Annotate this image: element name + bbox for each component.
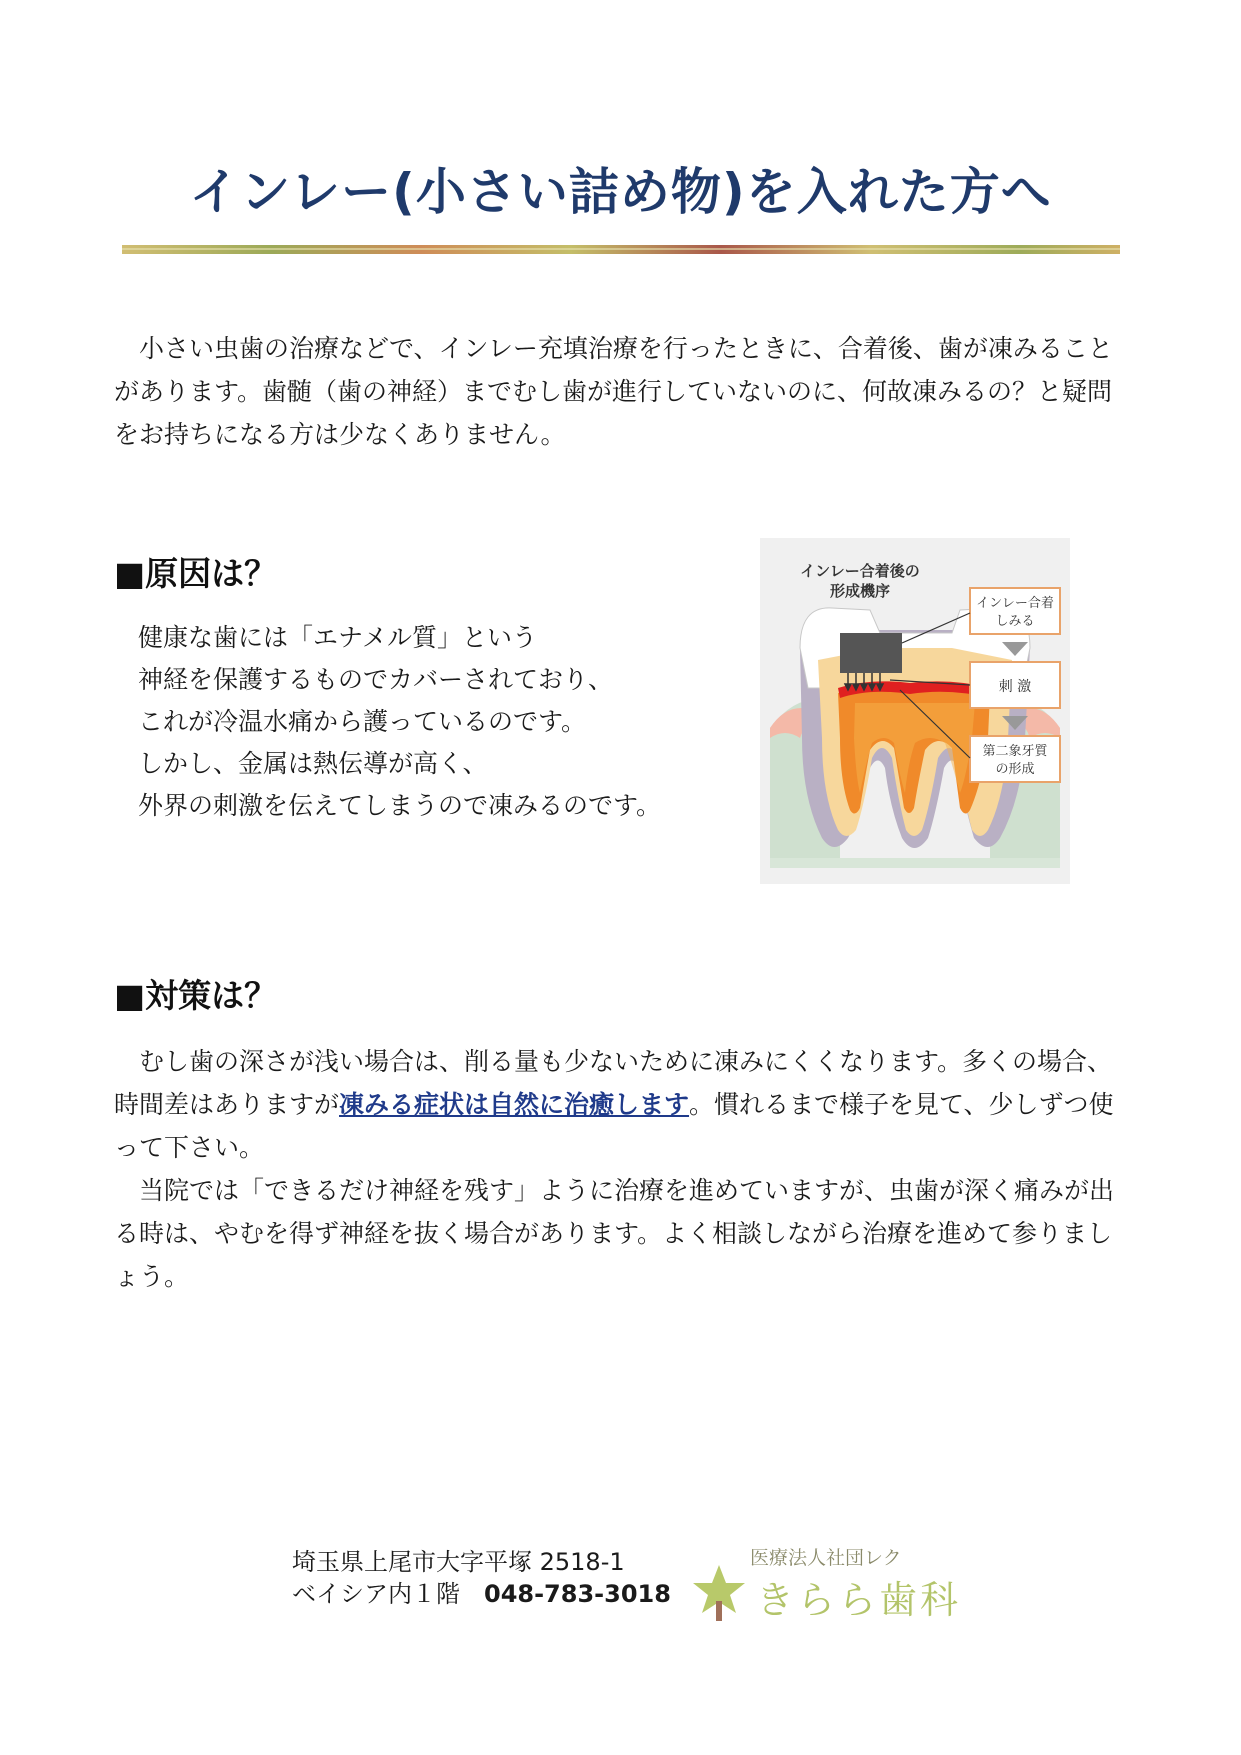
- measure-text-part: むし歯の深さが浅い場合は、削る量も少ないために凍みにくくなります。多くの場合、時間差はありますが: [114, 1047, 1113, 1119]
- diagram-box-label: 刺 激: [998, 679, 1032, 695]
- clinic-logo: [690, 1543, 962, 1622]
- measure-text-part: 。慣れるまで様子を見て、少しずつ使って下さい。: [114, 1090, 1114, 1162]
- cause-line: 外界の刺激を伝えてしまうので凍みるのです。: [138, 791, 662, 820]
- cause-line: これが冷温水痛から護っているのです。: [138, 707, 587, 736]
- cause-heading: ■原因は？: [114, 554, 278, 593]
- decorative-divider: [122, 245, 1120, 254]
- tooth-diagram: [760, 538, 1070, 884]
- corp-name: 医療法人社団レク: [750, 1547, 902, 1569]
- diagram-title: 形成機序: [829, 582, 891, 600]
- building-line: ベイシア内１階: [292, 1580, 460, 1608]
- clinic-address: [292, 1546, 671, 1610]
- cause-line: 神経を保護するものでカバーされており、: [138, 665, 614, 694]
- diagram-box-label: しみる: [995, 614, 1035, 629]
- highlight-text: 凍みる症状は自然に治癒します: [339, 1090, 690, 1119]
- measure-heading: ■対策は？: [114, 976, 278, 1015]
- measure-text: [114, 1040, 1134, 1298]
- measure-paragraph-1: [114, 1040, 1134, 1169]
- cause-line: しかし、金属は熱伝導が高く、: [138, 749, 488, 778]
- address-line: 埼玉県上尾市大字平塚 2518-1: [292, 1548, 625, 1576]
- diagram-box-label: の形成: [995, 762, 1035, 777]
- intro-paragraph: 小さい虫歯の治療などで、インレー充填治療を行ったときに、合着後、歯が凍みることがあります。歯髄（歯の神経）までむし歯が進行していないのに、何故凍みるの？と疑問をお持ちになる方は少なくありません。: [114, 334, 1113, 449]
- page-title: インレー(小さい詰め物)を入れた方へ: [189, 163, 1052, 221]
- diagram-box-label: インレー合着: [976, 596, 1054, 611]
- phone-number: 048-783-3018: [484, 1580, 671, 1608]
- clinic-name: きらら歯科: [756, 1578, 962, 1622]
- diagram-title: インレー合着後の: [800, 562, 920, 580]
- cause-text: [138, 617, 661, 827]
- measure-paragraph-2: 当院では「できるだけ神経を残す」ように治療を進めていますが、虫歯が深く痛みが出る時は、やむを得ず神経を抜く場合があります。よく相談しながら治療を進めて参りましょう。: [114, 1176, 1115, 1291]
- diagram-box-label: 第二象牙質: [982, 744, 1048, 759]
- star-tree-icon: [690, 1561, 748, 1623]
- cause-line: 健康な歯には「エナメル質」という: [138, 623, 538, 652]
